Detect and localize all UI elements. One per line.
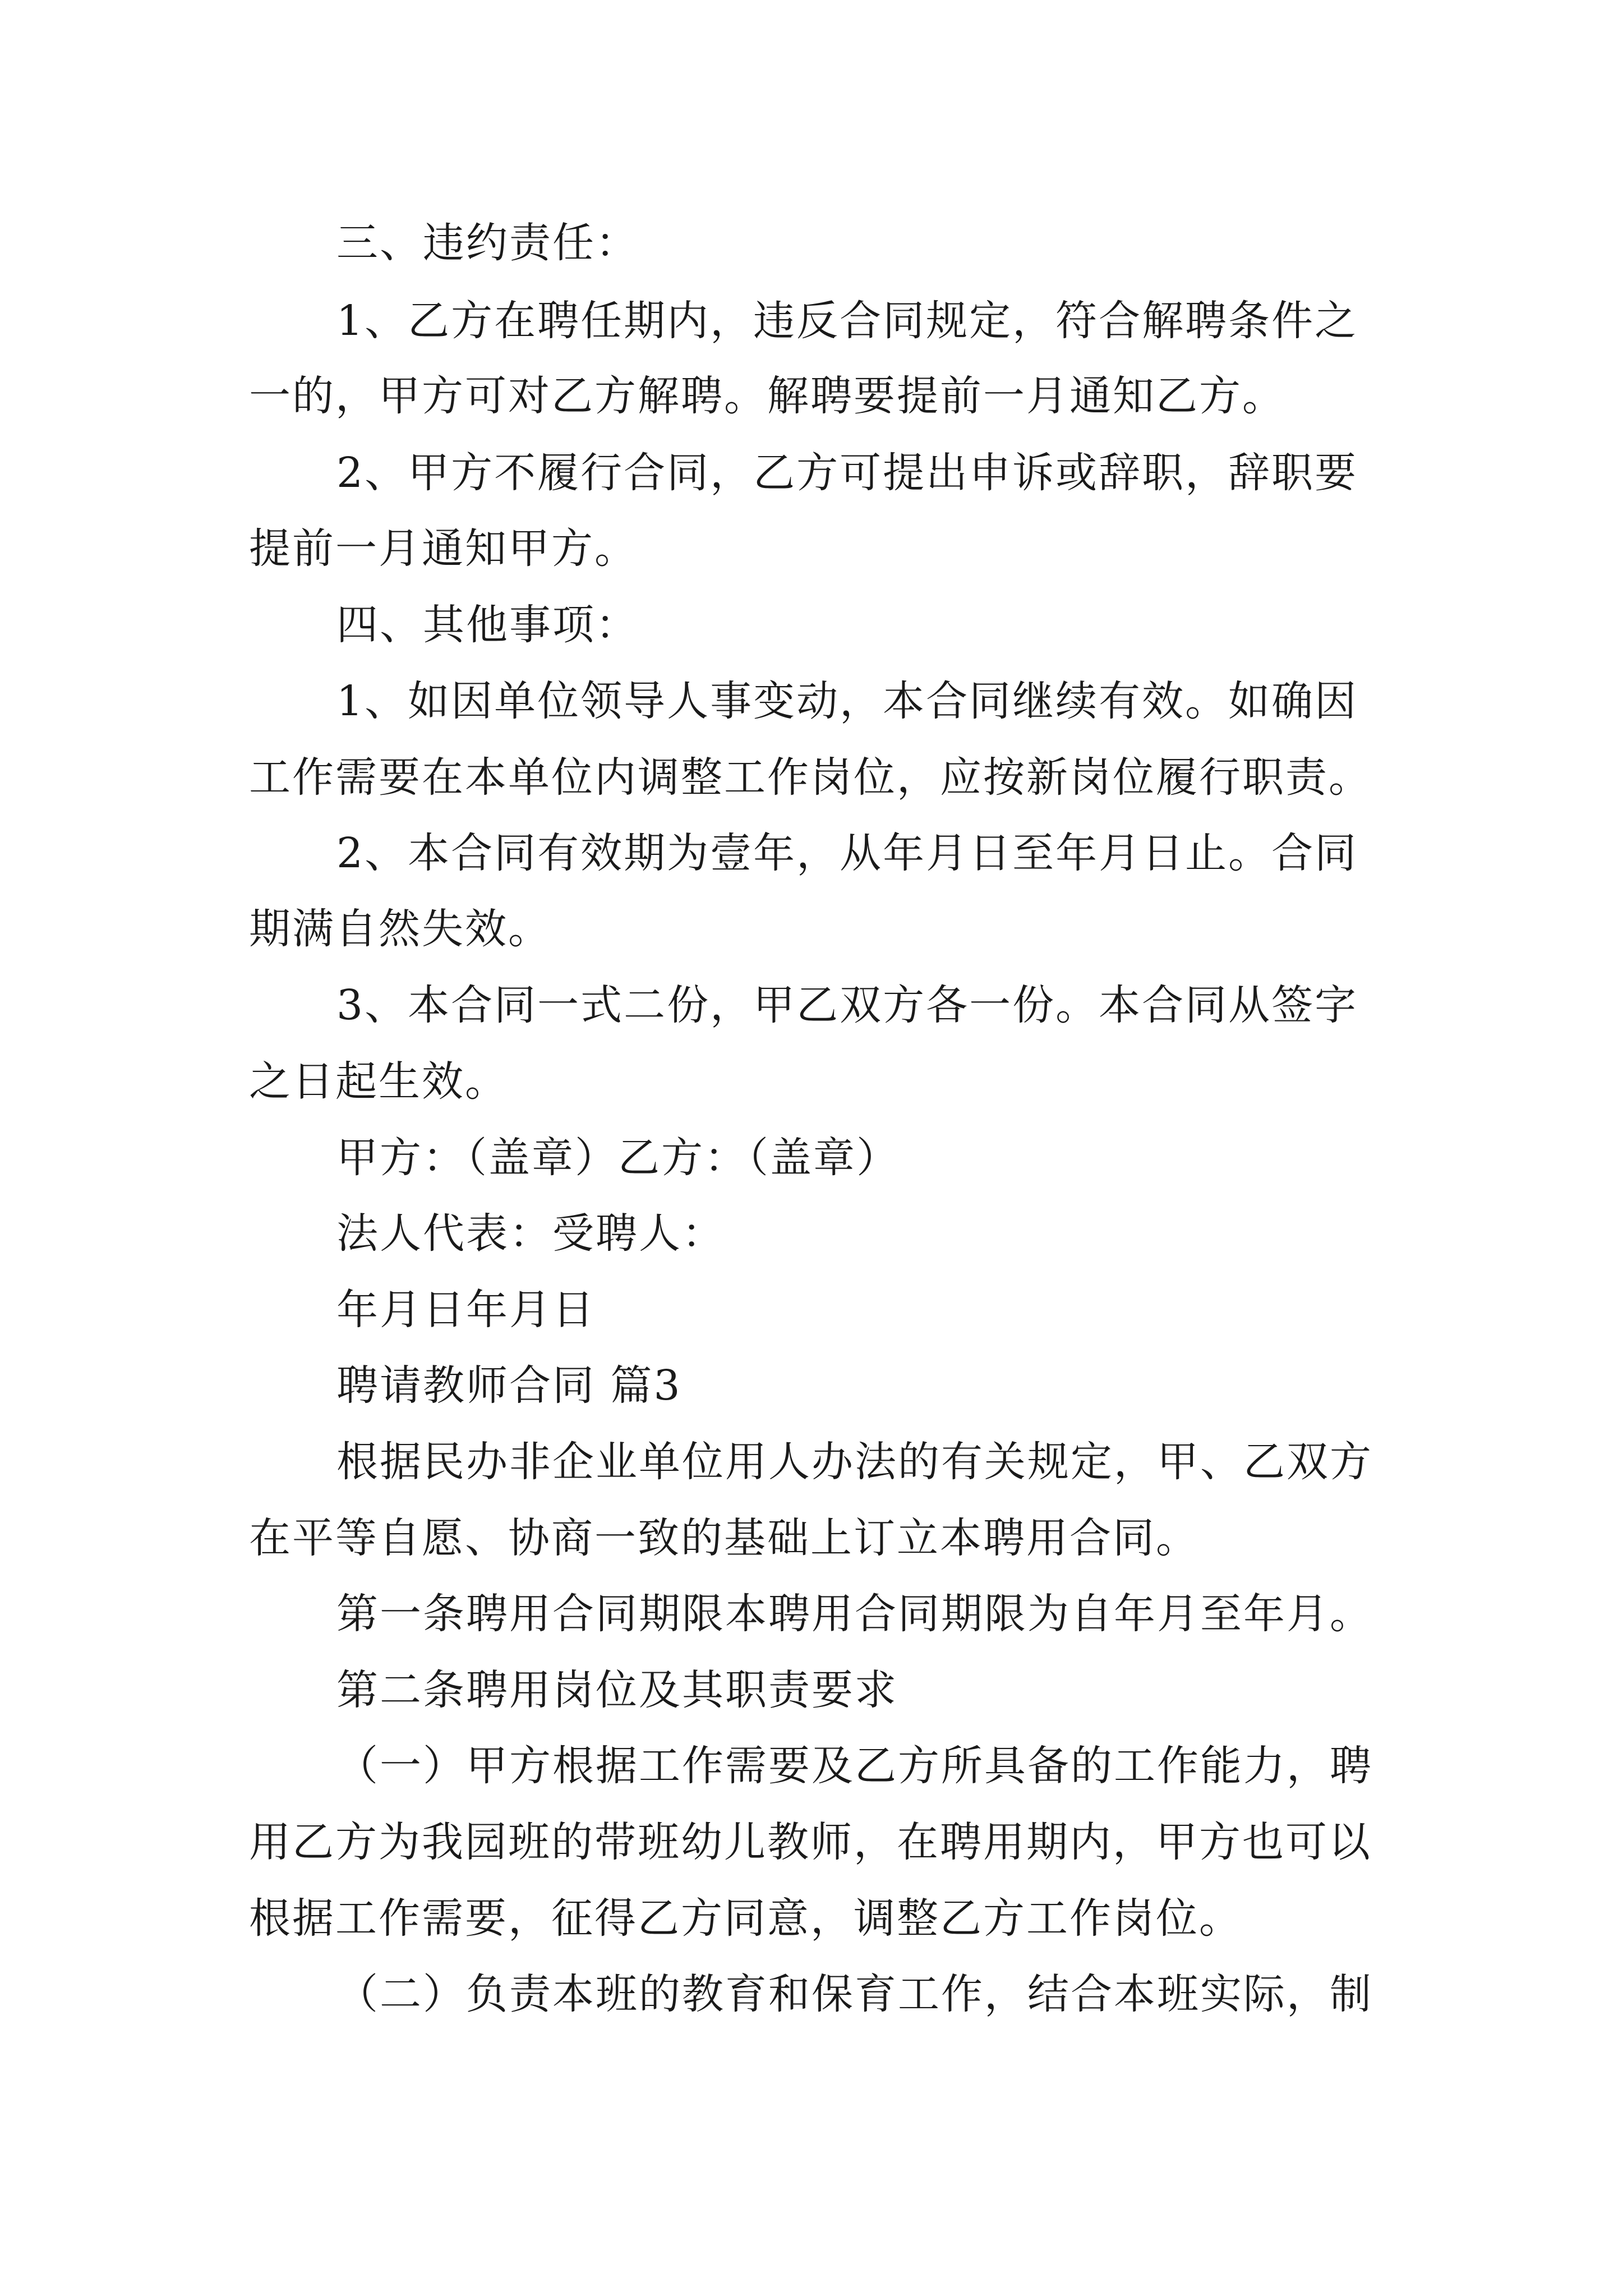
paragraph-line: 1、如因单位领导人事变动，本合同继续有效。如确因 bbox=[336, 677, 1358, 725]
paragraph-line: 根据民办非企业单位用人办法的有关规定，甲、乙双方 bbox=[336, 1438, 1373, 1486]
article-line: 第一条聘用合同期限本聘用合同期限为自年月至年月。 bbox=[336, 1590, 1373, 1638]
paragraph-line: 根据工作需要，征得乙方同意，调整乙方工作岗位。 bbox=[249, 1894, 1242, 1943]
paragraph-line: 提前一月通知甲方。 bbox=[249, 524, 638, 573]
paragraph-line: （一）甲方根据工作需要及乙方所具备的工作能力，聘 bbox=[336, 1742, 1373, 1790]
paragraph-line: 用乙方为我园班的带班幼儿教师，在聘用期内，甲方也可以 bbox=[249, 1818, 1372, 1866]
section-heading-other-matters: 四、其他事项： bbox=[336, 601, 639, 649]
paragraph-line: 工作需要在本单位内调整工作岗位，应按新岗位履行职责。 bbox=[249, 753, 1372, 802]
paragraph-line: 2、甲方不履行合同，乙方可提出申诉或辞职，辞职要 bbox=[336, 449, 1358, 497]
signature-representative-line: 法人代表：受聘人： bbox=[336, 1209, 725, 1258]
article-line: 第二条聘用岗位及其职责要求 bbox=[336, 1666, 898, 1714]
paragraph-line: 在平等自愿、协商一致的基础上订立本聘用合同。 bbox=[249, 1514, 1199, 1562]
paragraph-line: 1、乙方在聘任期内，违反合同规定，符合解聘条件之 bbox=[336, 297, 1358, 345]
paragraph-line: （二）负责本班的教育和保育工作，结合本班实际，制 bbox=[336, 1970, 1373, 2018]
paragraph-line: 2、本合同有效期为壹年，从年月日至年月日止。合同 bbox=[336, 829, 1358, 877]
paragraph-line: 一的，甲方可对乙方解聘。解聘要提前一月通知乙方。 bbox=[249, 372, 1285, 420]
contract-title: 聘请教师合同 篇3 bbox=[336, 1361, 682, 1410]
paragraph-line: 3、本合同一式二份，甲乙双方各一份。本合同从签字 bbox=[336, 981, 1358, 1029]
signature-date-line: 年月日年月日 bbox=[336, 1286, 596, 1334]
paragraph-line: 期满自然失效。 bbox=[249, 905, 551, 953]
paragraph-line: 之日起生效。 bbox=[249, 1057, 508, 1106]
section-heading-breach-liability: 三、违约责任： bbox=[336, 219, 639, 267]
signature-party-line: 甲方：（盖章）乙方：（盖章） bbox=[336, 1134, 900, 1182]
